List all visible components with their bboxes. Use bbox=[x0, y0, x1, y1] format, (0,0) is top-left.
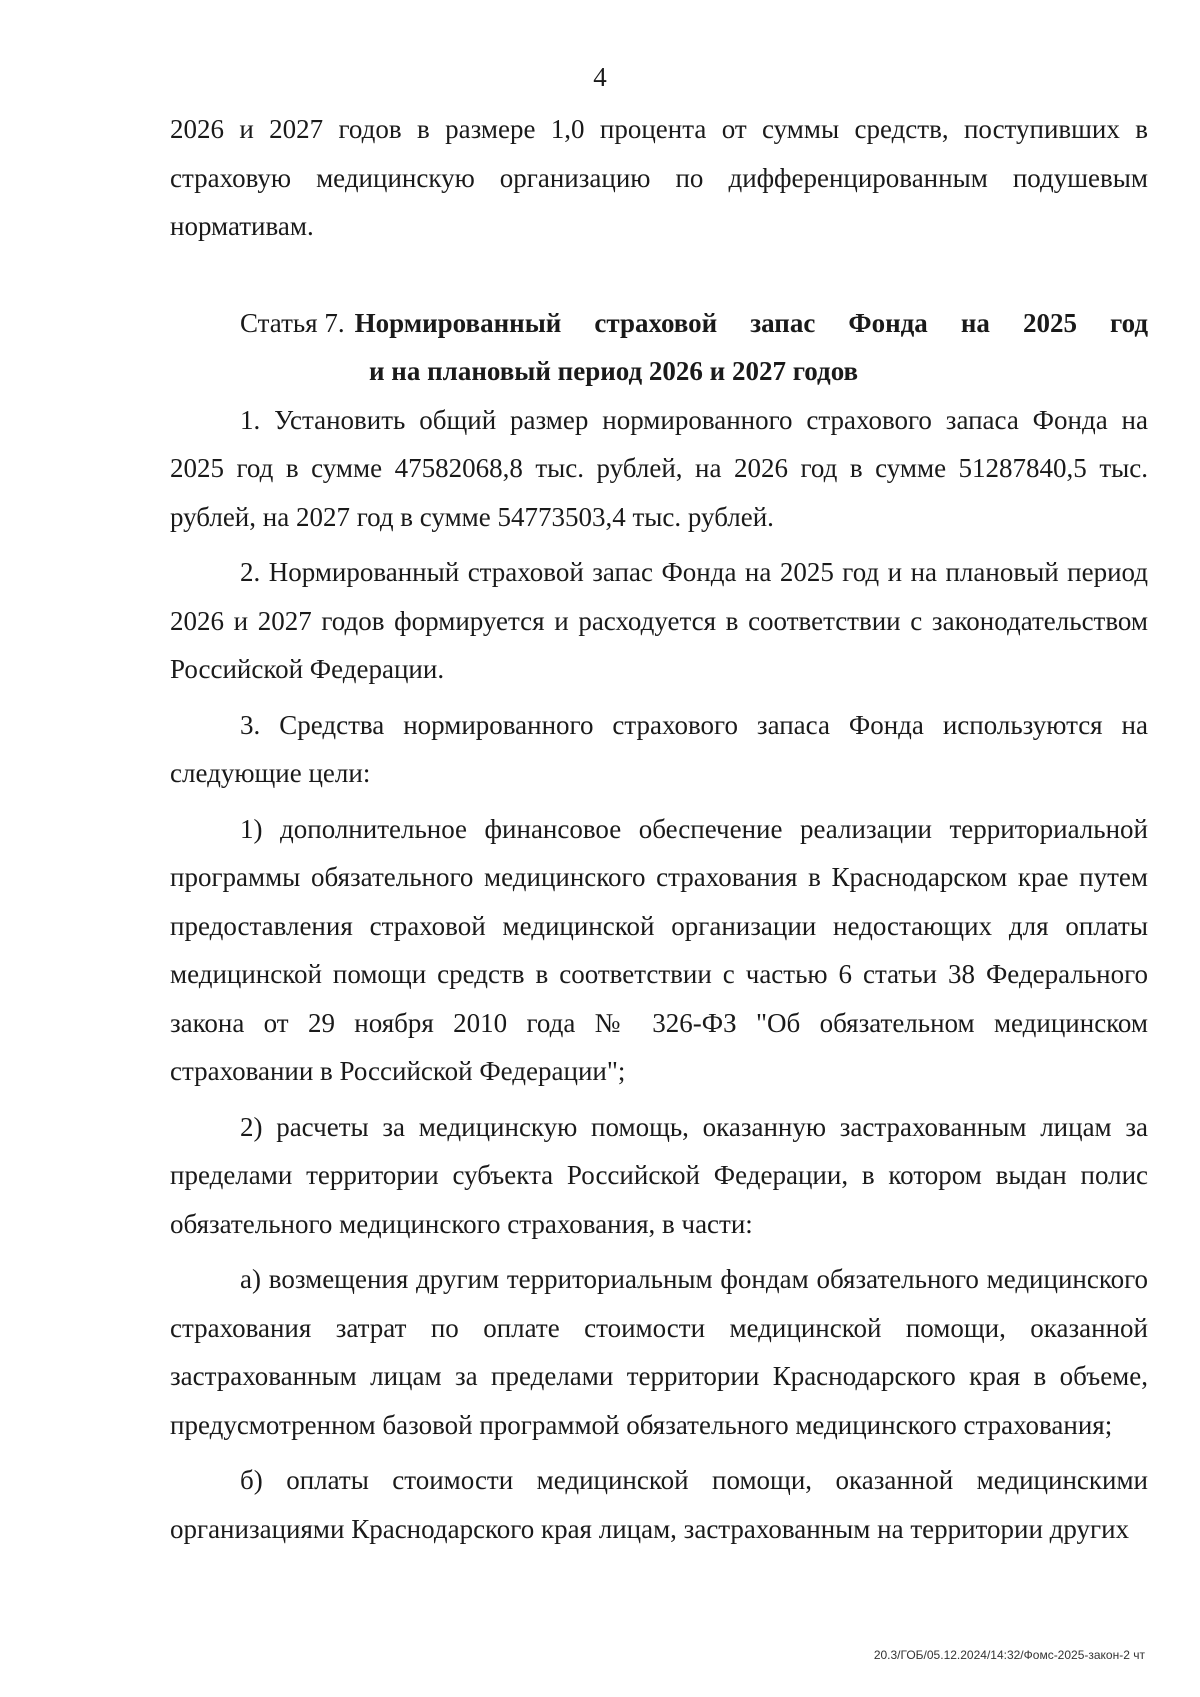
article-label: Статья 7. bbox=[240, 307, 345, 338]
article-heading bbox=[170, 299, 1148, 396]
article-title-line-2: и на плановый период 2026 и 2027 годов bbox=[369, 356, 859, 386]
paragraph-3: 3. Средства нормированного страхового запаса Фонда используются на следующие цели: bbox=[170, 709, 1148, 788]
article-heading-line-1 bbox=[170, 299, 1148, 348]
document-footer-code: 20.3/ГОБ/05.12.2024/14:32/Фомс-2025-закон-2 чт bbox=[873, 1648, 1145, 1662]
sub-item-a: а) возмещения другим территориальным фондам обязательного медицинского страхования затрат по оплате стоимости медицинской помощи, оказанной застрахованным лицам за пределами территории Краснодарского края в объеме, предусмотренном базовой программой обязательного медицинского страхования; bbox=[170, 1264, 1148, 1440]
paragraph-continuation: 2026 и 2027 годов в размере 1,0 процента от суммы средств, поступивших в страховую медицинскую организацию по дифференцированным подушевым нормативам. bbox=[170, 114, 1148, 241]
page-number: 4 bbox=[593, 62, 607, 92]
sub-item-b: б) оплаты стоимости медицинской помощи, оказанной медицинскими организациями Краснодарского края лицам, застрахованным на территории других bbox=[170, 1465, 1148, 1544]
document-body bbox=[170, 105, 1148, 1553]
paragraph-1: 1. Установить общий размер нормированного страхового запаса Фонда на 2025 год в сумме 47582068,8 тыс. рублей, на 2026 год в сумме 51287840,5 тыс. рублей, на 2027 год в сумме 54773503,4 тыс. рублей. bbox=[170, 404, 1148, 532]
list-item-1: 1) дополнительное финансовое обеспечение реализации территориальной программы обязательного медицинского страхования в Краснодарском крае путем предоставления страховой медицинской организации недостающих для оплаты медицинской помощи средств в соответствии с частью 6 статьи 38 Федерального закона от 29 ноября 2010 года № 326-ФЗ "Об обязательном медицинском страховании в Российской Федерации"; bbox=[170, 813, 1148, 1086]
list-item-2: 2) расчеты за медицинскую помощь, оказанную застрахованным лицам за пределами территории субъекта Российской Федерации, в котором выдан полис обязательного медицинского страхования, в части: bbox=[170, 1111, 1148, 1239]
article-title-line-1: Нормированный страховой запас Фонда на 2025 год bbox=[354, 307, 1148, 338]
paragraph-2: 2. Нормированный страховой запас Фонда на 2025 год и на плановый период 2026 и 2027 годов формируется и расходуется в соответствии с законодательством Российской Федерации. bbox=[170, 557, 1148, 684]
